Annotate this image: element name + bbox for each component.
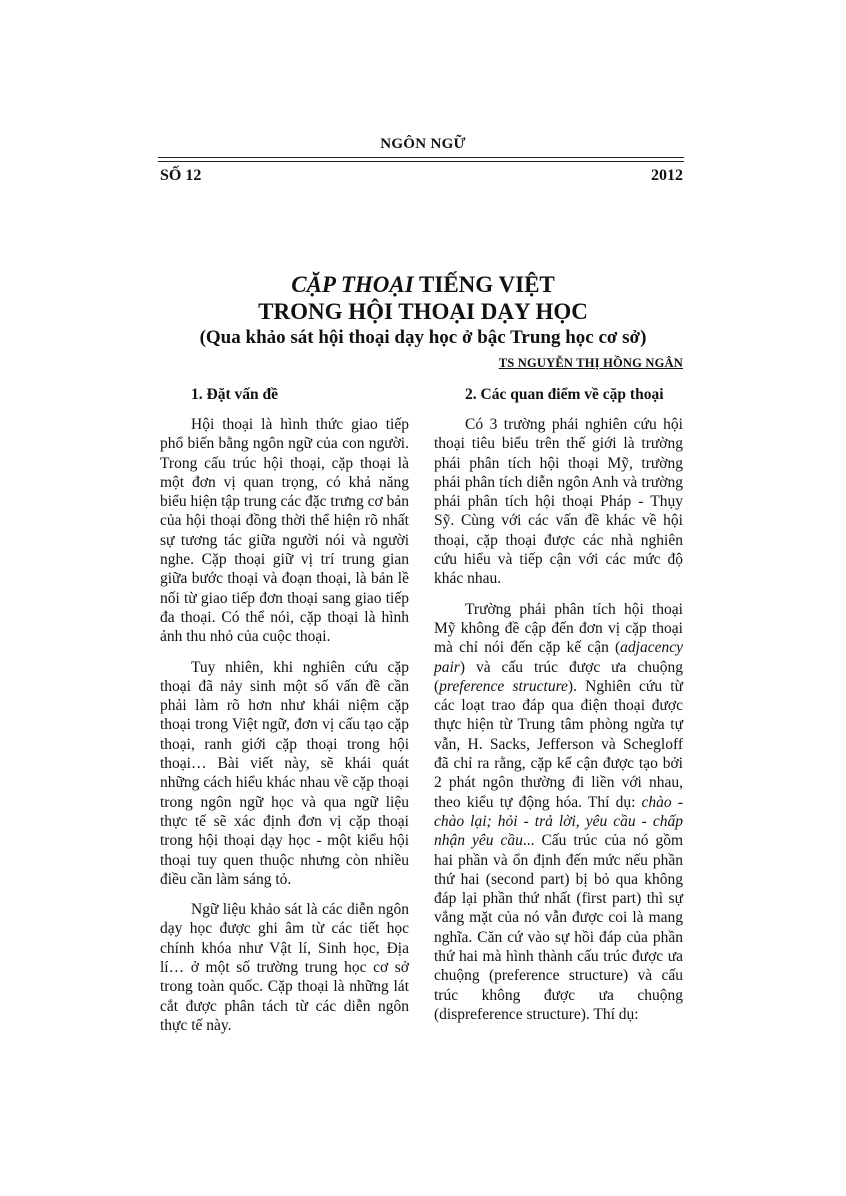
title-rest-part: TIẾNG VIỆT xyxy=(413,272,555,297)
article-title-block xyxy=(0,271,846,351)
paragraph: Hội thoại là hình thức giao tiếp phổ biến bằng ngôn ngữ của con người. Trong cấu trúc hội thoại, cặp thoại là một đơn vị quan trọng, có khả năng biểu hiện tập trung các đặc trưng cơ bản của hội thoại đồng thời thể hiện rõ nhất sự tương tác giữa người nói và người nghe. Cặp thoại giữ vị trí trung gian giữa bước thoại và đoạn thoại, là bản lề nối từ giao tiếp đơn thoại sang giao tiếp đa thoại. Có thể nói, cặp thoại là hình ảnh thu nhỏ của cuộc thoại. xyxy=(160,416,409,646)
left-column xyxy=(160,384,409,1046)
text-run: ... Cấu trúc của nó gồm hai phần và ổn định đến mức nếu phần thứ hai (second part) bị bỏ qua không đáp lại phần thứ nhất (first part) thì sự vắng mặt của nó vẫn được coi là mang nghĩa. Căn cứ vào sự hồi đáp của phần thứ hai mà hình thành cấu trúc được ưa chuộng (preference structure) và cấu trúc không được ưa chuộng (dispreference structure). Thí dụ: xyxy=(434,832,684,1023)
article-title-line1 xyxy=(0,271,846,298)
issue-year: 2012 xyxy=(651,167,683,184)
section-heading-1: 1. Đặt vấn đề xyxy=(191,386,278,403)
section-heading-2: 2. Các quan điểm về cặp thoại xyxy=(465,386,664,403)
article-title-line2: TRONG HỘI THOẠI DẠY HỌC xyxy=(258,299,588,324)
article-subtitle: (Qua khảo sát hội thoại dạy học ở bậc Trung học cơ sở) xyxy=(199,327,647,348)
text-run: ). Nghiên cứu từ các loạt trao đáp qua điện thoại được thực hiện từ Trung tâm phòng ngừa tự vẫn, H. Sacks, Jefferson và Schegloff đã chỉ ra rằng, cặp kế cận được tạo bởi 2 phát ngôn thường đi liền với nhau, theo kiểu tự động hóa. Thí dụ: xyxy=(434,677,684,811)
header-rule-top xyxy=(158,157,684,158)
journal-name: NGÔN NGỮ xyxy=(380,136,466,152)
text-run: ) và cấu trúc được ưa chuộng ( xyxy=(434,658,683,695)
italic-term: adjacency pair xyxy=(434,639,683,676)
paragraph: Có 3 trường phái nghiên cứu hội thoại tiêu biểu trên thế giới là trường phái phân tích hội thoại Mỹ, trường phái phân tích diễn ngôn Anh và trường phái phân tích hội thoại Pháp - Thụy Sỹ. Cùng với các vấn đề khác về hội thoại, cặp thoại được các nhà nghiên cứu hiểu và tiếp cận với các mức độ khác nhau. xyxy=(434,416,683,588)
right-column xyxy=(434,384,683,1035)
italic-example: chào - chào lại; hỏi - trả lời, yêu cầu - chấp nhận yêu cầu xyxy=(434,793,684,850)
italic-term: preference structure xyxy=(439,677,568,695)
paragraph: Ngữ liệu khảo sát là các diễn ngôn dạy học được ghi âm từ các tiết học chính khóa như Vật lí, Sinh học, Địa lí… ở một số trường trung học cơ sở trong toàn quốc. Cặp thoại là những lát cắt được phân tách từ các diễn ngôn thực tế này. xyxy=(160,901,409,1034)
paragraph: Tuy nhiên, khi nghiên cứu cặp thoại đã nảy sinh một số vấn đề cần phải làm rõ hơn như khái niệm cặp thoại trong Việt ngữ, đơn vị cấu tạo cặp thoại, ranh giới cặp thoại trong hội thoại… Bài viết này, sẽ khái quát những cách hiểu khác nhau về cặp thoại trong ngôn ngữ học và qua ngữ liệu thực tế sẽ xác định đơn vị cặp thoại trong hội thoại dạy học - một kiểu hội thoại tuy quen thuộc nhưng còn nhiều điều cần làm sáng tỏ. xyxy=(160,658,409,888)
header-rule-bottom xyxy=(158,161,684,162)
paragraph xyxy=(434,600,683,1025)
issue-number: SỐ 12 xyxy=(160,167,202,184)
title-italic-part: CẶP THOẠI xyxy=(291,272,414,297)
text-run: Trường phái phân tích hội thoại Mỹ không đề cập đến đơn vị cặp thoại mà chỉ nói đến cặp kế cận ( xyxy=(434,600,683,657)
article-author: TS NGUYỄN THỊ HỒNG NGÂN xyxy=(498,356,683,370)
